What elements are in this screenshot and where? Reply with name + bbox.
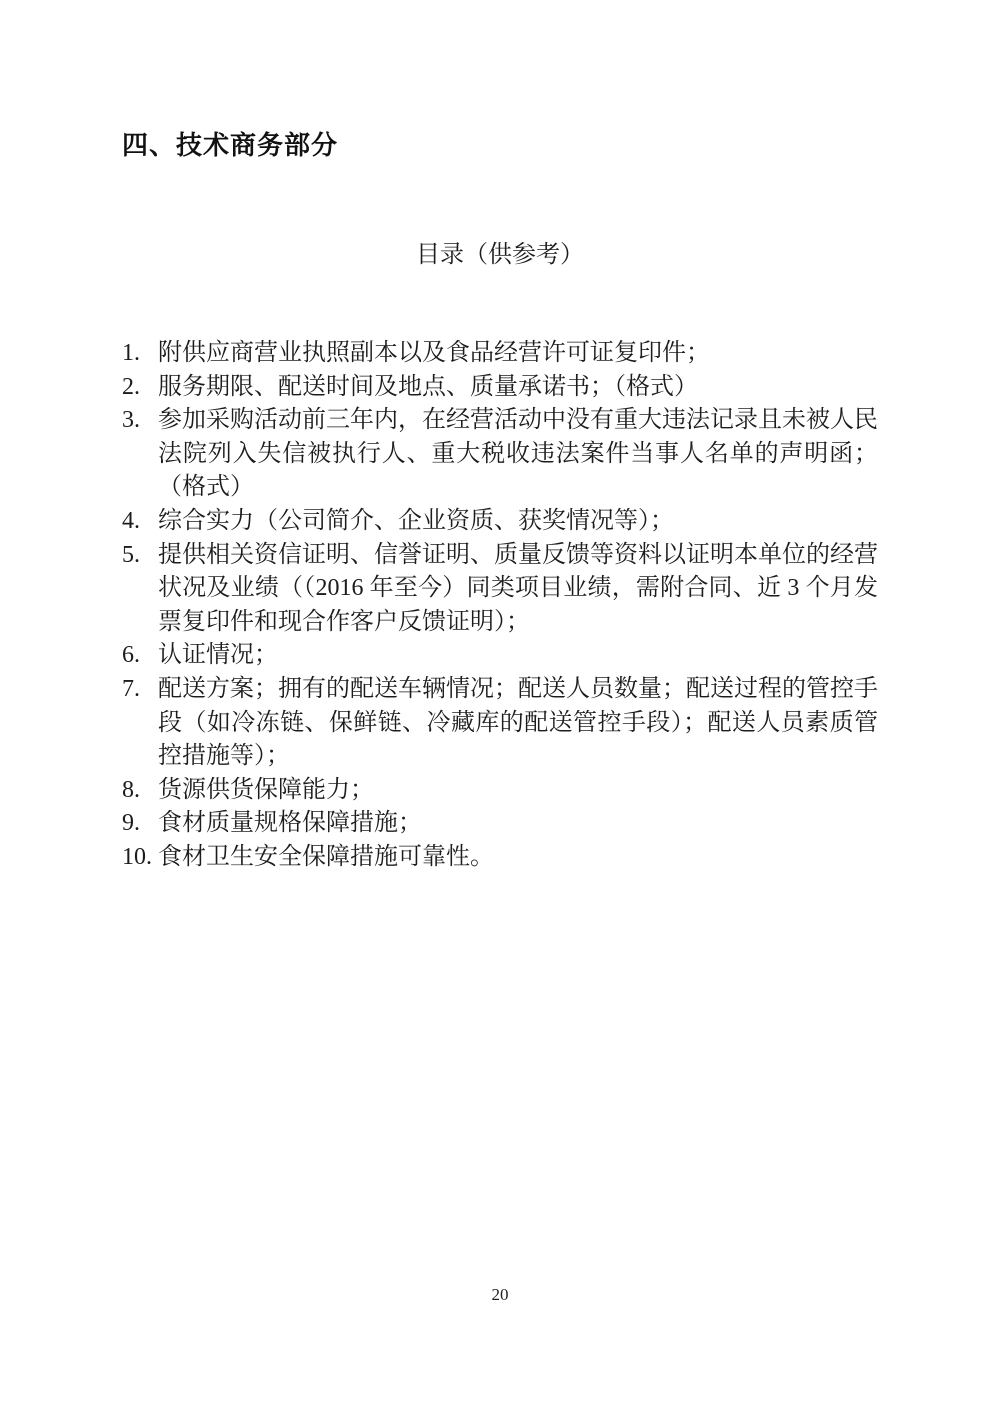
item-text: 提供相关资信证明、信誉证明、质量反馈等资料以证明本单位的经营状况及业绩（（2016 年至今）同类项目业绩，需附合同、近 3 个月发票复印件和现合作客户反馈证明）； <box>158 541 878 635</box>
item-text: 食材卫生安全保障措施可靠性。 <box>158 843 494 870</box>
item-text: 食材质量规格保障措施； <box>158 810 422 837</box>
item-text: 综合实力（公司简介、企业资质、获奖情况等）； <box>158 507 674 534</box>
item-text: 参加采购活动前三年内，在经营活动中没有重大违法记录且未被人民法院列入失信被执行人、重大税收违法案件当事人名单的声明函；（格式） <box>158 407 878 501</box>
list-item <box>122 505 878 539</box>
item-number: 6. <box>122 642 140 669</box>
section-heading: 四、技术商务部分 <box>122 130 339 160</box>
item-number: 8. <box>122 776 140 803</box>
item-number: 5. <box>122 541 140 568</box>
item-text: 服务期限、配送时间及地点、质量承诺书；（格式） <box>158 373 698 400</box>
list-item <box>122 673 878 774</box>
item-text: 配送方案；拥有的配送车辆情况；配送人员数量；配送过程的管控手段（如冷冻链、保鲜链、冷藏库的配送管控手段）；配送人员素质管控措施等）； <box>158 675 878 770</box>
list-item <box>122 404 878 505</box>
item-number: 7. <box>122 675 140 702</box>
list-item <box>122 371 878 405</box>
item-number: 2. <box>122 373 140 400</box>
list-item <box>122 539 878 640</box>
item-text: 附供应商营业执照副本以及食品经营许可证复印件； <box>158 340 710 366</box>
list-item <box>122 337 878 371</box>
item-text: 认证情况； <box>158 642 278 669</box>
list-item <box>122 807 878 841</box>
list-item <box>122 841 878 875</box>
toc-list <box>122 337 878 875</box>
item-number: 4. <box>122 507 140 534</box>
page-number: 20 <box>491 1285 509 1304</box>
item-number: 1. <box>122 340 140 366</box>
list-item <box>122 774 878 808</box>
item-text: 货源供货保障能力； <box>158 776 374 803</box>
list-item <box>122 639 878 673</box>
toc-title: 目录（供参考） <box>416 242 584 268</box>
item-number: 9. <box>122 810 140 837</box>
item-number: 10. <box>122 843 152 870</box>
item-number: 3. <box>122 407 140 434</box>
